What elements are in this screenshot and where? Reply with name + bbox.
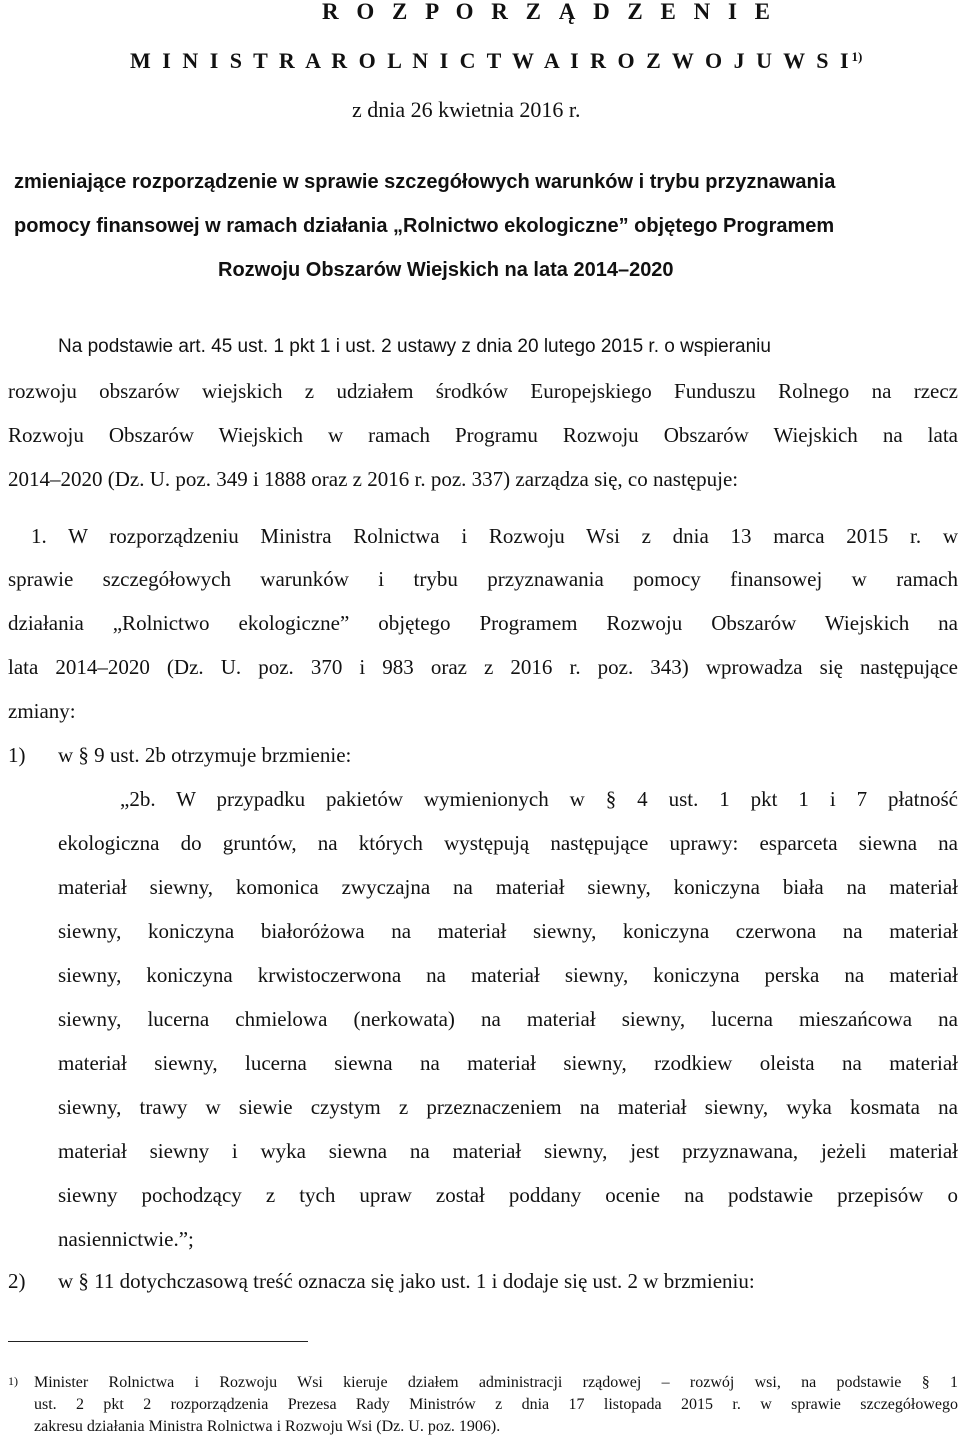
preamble-line-2: rozwoju obszarów wiejskich z udziałem środków Europejskiego Funduszu Rolnego na rzecz <box>8 379 958 403</box>
quote-line-2: ekologiczna do gruntów, na których występują następujące uprawy: esparceta siewna na <box>58 831 958 855</box>
quote-line-10: siewny pochodzący z tych upraw został poddany ocenie na podstawie przepisów o <box>58 1183 958 1207</box>
quote-line-7: materiał siewny, lucerna siewna na materiał siewny, rzodkiew oleista na materiał <box>58 1051 958 1075</box>
item1-number: 1) <box>8 743 26 767</box>
footnote-line-1: Minister Rolnictwa i Rozwoju Wsi kieruje działem administracji rządowej – rozwój wsi, na podstawie § 1 <box>34 1374 958 1391</box>
section1-line-2: sprawie szczegółowych warunków i trybu przyznawania pomocy finansowej w ramach <box>8 567 958 591</box>
subject-line-1: zmieniające rozporządzenie w sprawie szczegółowych warunków i trybu przyznawania <box>14 171 836 193</box>
document-date: z dnia 26 kwietnia 2016 r. <box>352 97 581 122</box>
footnote-line-3: zakresu działania Ministra Rolnictwa i Rozwoju Wsi (Dz. U. poz. 1906). <box>34 1418 501 1435</box>
footnote-ref: 1) <box>851 49 863 64</box>
footnote-separator <box>8 1341 308 1342</box>
section1-line-3: działania „Rolnictwo ekologiczne” objętego Programem Rozwoju Obszarów Wiejskich na <box>8 611 958 635</box>
item1-text: w § 9 ust. 2b otrzymuje brzmienie: <box>58 743 352 767</box>
preamble-line-1: Na podstawie art. 45 ust. 1 pkt 1 i ust. 2 ustawy z dnia 20 lutego 2015 r. o wspieraniu <box>58 336 771 357</box>
section1-line-5: zmiany: <box>8 699 76 723</box>
section1-line-1: 1. W rozporządzeniu Ministra Rolnictwa i Rozwoju Wsi z dnia 13 marca 2015 r. w <box>31 524 958 548</box>
quote-line-4: siewny, koniczyna białoróżowa na materiał siewny, koniczyna czerwona na materiał <box>58 919 958 943</box>
quote-line-9: materiał siewny i wyka siewna na materiał siewny, jest przyznawana, jeżeli materiał <box>58 1139 958 1163</box>
issuing-authority <box>130 47 862 75</box>
item2-text: w § 11 dotychczasową treść oznacza się jako ust. 1 i dodaje się ust. 2 w brzmieniu: <box>58 1269 755 1293</box>
subject-line-3: Rozwoju Obszarów Wiejskich na lata 2014–2020 <box>218 259 674 281</box>
quote-line-5: siewny, koniczyna krwistoczerwona na materiał siewny, koniczyna perska na materiał <box>58 963 958 987</box>
preamble-line-4: 2014–2020 (Dz. U. poz. 349 i 1888 oraz z 2016 r. poz. 337) zarządza się, co następuje: <box>8 467 739 491</box>
issuing-authority-text: M I N I S T R A R O L N I C T W A I R O Z W O J U W S I <box>130 48 852 73</box>
footnote-line-2: ust. 2 pkt 2 rozporządzenia Prezesa Rady Ministrów z dnia 17 listopada 2015 r. w sprawie szczegółowego <box>34 1396 958 1413</box>
quote-line-1: „2b. W przypadku pakietów wymienionych w § 4 ust. 1 pkt 1 i 7 płatność <box>120 787 958 811</box>
section1-line-4: lata 2014–2020 (Dz. U. poz. 370 i 983 oraz z 2016 r. poz. 343) wprowadza się następujące <box>8 655 958 679</box>
subject-line-2: pomocy finansowej w ramach działania „Rolnictwo ekologiczne” objętego Programem <box>14 215 835 237</box>
item2-number: 2) <box>8 1269 26 1293</box>
document-heading: R O Z P O R Z Ą D Z E N I E <box>322 0 777 24</box>
quote-line-8: siewny, trawy w siewie czystym z przeznaczeniem na materiał siewny, wyka kosmata na <box>58 1095 958 1119</box>
preamble-line-3: Rozwoju Obszarów Wiejskich w ramach Programu Rozwoju Obszarów Wiejskich na lata <box>8 423 958 447</box>
quote-line-3: materiał siewny, komonica zwyczajna na materiał siewny, koniczyna biała na materiał <box>58 875 958 899</box>
quote-line-6: siewny, lucerna chmielowa (nerkowata) na materiał siewny, lucerna mieszańcowa na <box>58 1007 958 1031</box>
quote-line-11: nasiennictwie.”; <box>58 1227 194 1251</box>
footnote-mark: 1) <box>8 1374 18 1388</box>
